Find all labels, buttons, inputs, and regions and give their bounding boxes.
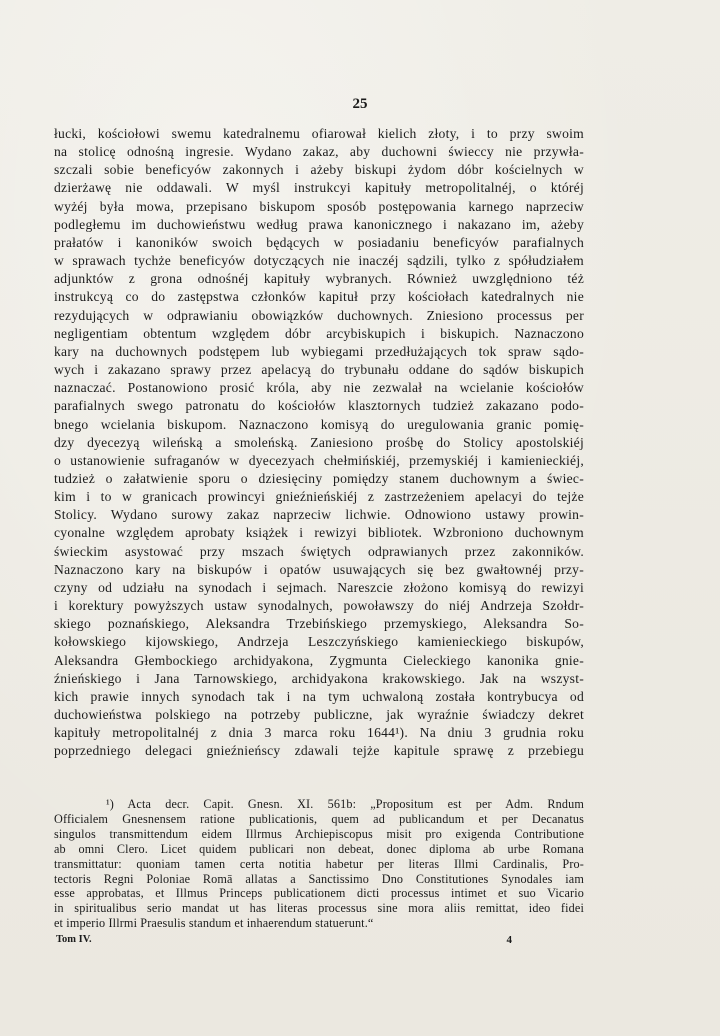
text-line: czyny od udziału na synodach i sejmach. Nareszcie złożono komisyą do rewizyi <box>54 579 584 595</box>
text-line: adjunktów z grona odnośnéj kapituły wybranych. Również uwzględniono téż <box>54 271 584 287</box>
text-line: bnego wcielania biskupom. Naznaczono komisyą do uregulowania granic pomię- <box>54 416 584 432</box>
text-line: źnieńskiego i Jana Tarnowskiego, archidyakona krakowskiego. Jak na wszyst- <box>54 670 584 686</box>
body-text <box>54 125 584 760</box>
text-line: łucki, kościołowi swemu katedralnemu ofiarował kielich złoty, i to przy swoim <box>54 126 584 141</box>
text-line: instrukcyą co do zastępstwa członków kapituł przy kościołach katedralnych nie <box>54 289 584 305</box>
text-line: w sprawach tychże beneficyów dotyczących nie inaczéj sądzili, tylko z spółudziałem <box>54 253 584 269</box>
footnote-line: singulos transmittendum eidem Illrmus Archiepiscopus misit pro exigenda Contributione <box>54 826 584 841</box>
text-line: Stolicy. Wydano surowy zakaz naprzeciw lichwie. Odnowiono ustawy prowin- <box>54 507 584 523</box>
text-line: świeckim asystować przy mszach świętych odprawianych przez zakonników. <box>54 543 584 559</box>
footnote-line: Officialem Gnesnensem ratione publicationis, quem ad publicandum et per Decanatus <box>54 811 584 826</box>
footnote-line: transmittatur: quoniam tamen certa notitia habetur per literas Illmi Cardinalis, Pro- <box>54 856 584 871</box>
footnote-line: in spiritualibus serio mandat ut has literas processus sine mora aliis remittat, ideo fidei <box>54 901 584 916</box>
text-line: wych i zakazano sprawy przez apelacyą do trybunału oddane do sądów biskupich <box>54 362 584 378</box>
text-line: parafialnych swego patronatu do kościołów klasztornych tudzież zakazano podo- <box>54 398 584 414</box>
volume-signature: Tom IV. <box>56 934 92 945</box>
text-line: i korektury powyższych ustaw synodalnych, powoławszy do niéj Andrzeja Szołdr- <box>54 598 584 614</box>
text-line: prałatów i kanoników swoich będących w posiadaniu beneficyów parafialnych <box>54 234 584 250</box>
text-line: skiego poznańskiego, Aleksandra Trzebińskiego przemyskiego, Aleksandra So- <box>54 616 584 632</box>
text-line: kich prawie innych synodach tak i na tym uchwaloną została kontrybucya od <box>54 688 584 704</box>
footnote-line: ¹) Acta decr. Capit. Gnesn. XI. 561b: „Propositum est per Adm. Rndum <box>106 797 584 811</box>
text-line: na stolicę odnośną ingresie. Wydano zakaz, aby duchowni świeccy nie przywła- <box>54 144 584 160</box>
text-line: negligentiam obtentum względem dóbr arcybiskupich i biskupich. Naznaczono <box>54 325 584 341</box>
text-line: dzy dyecezyą wileńską a smoleńską. Zaniesiono prośbę do Stolicy apostolskiéj <box>54 434 584 450</box>
text-line: kołowskiego kijowskiego, Andrzeja Leszczyńskiego kamienieckiego biskupów, <box>54 634 584 650</box>
text-line: szczali sobie beneficyów zakonnych i ażeby biskupi żydom dóbr kościelnych w <box>54 162 584 178</box>
text-line: podległemu im duchowieństwu według prawa kanonicznego i nakazano im, ażeby <box>54 216 584 232</box>
text-line: dzierżawę nie oddawali. W myśl instrukcyi kapituły metropolitalnéj, o któréj <box>54 180 584 196</box>
footnote-line: tectoris Regni Poloniae Romā allatas a Sanctissimo Dno Constitutiones Synodales iam <box>54 871 584 886</box>
text-line: kapituły metropolitalnéj z dnia 3 marca roku 1644¹). Na dniu 3 grudnia roku <box>54 725 584 741</box>
footnote-line: et imperio Illrmi Praesulis standum et inhaerendum statuerunt.“ <box>54 916 374 931</box>
text-line: poprzedniego delegaci gnieźnieńscy zdawali tejże kapitule sprawę z przebiegu <box>54 743 584 759</box>
footnote-line: ab omni Clero. Licet quidem publicari non debeat, donec diploma ab urbe Romana <box>54 841 584 856</box>
sheet-mark: 4 <box>506 934 512 946</box>
text-line: wyżéj była mowa, przepisano biskupom sposób postępowania karnego naprzeciw <box>54 198 584 214</box>
footnote-line: esse approbatas, et Illmus Princeps publicationem dicti processus intimet et suo Vicario <box>54 886 584 901</box>
text-line: Aleksandra Głembockiego archidyakona, Zygmunta Cieleckiego kanonika gnie- <box>54 652 584 668</box>
text-line: duchowieństwa polskiego na potrzeby publiczne, jak wyraźnie świadczy dekret <box>54 707 584 722</box>
text-line: o ustanowienie sufraganów w dyecezyach chełmińskiéj, przemyskiéj i kamienieckiéj, <box>54 452 584 468</box>
text-line: rezydujących w odprawianiu obowiązków duchownych. Zniesiono processus per <box>54 307 584 323</box>
text-line: naznaczać. Postanowiono prosić króla, aby nie zezwalał na wcielanie kościołów <box>54 380 584 396</box>
text-line: kim i to w granicach prowincyi gnieźnieńskiéj z zastrzeżeniem apelacyi do tejże <box>54 489 584 505</box>
footnotes <box>54 797 584 931</box>
text-line: kary na duchownych podstępem lub wybiegami przedłużających tok spraw sądo- <box>54 343 584 359</box>
text-line: Naznaczono kary na biskupów i opatów usuwających się bez gwałtownéj przy- <box>54 561 584 577</box>
text-line: tudzież o załatwienie sporu o dziesięciny pomiędzy stanem duchownym a świec- <box>54 470 584 486</box>
page-number: 25 <box>352 96 368 112</box>
text-line: cyonalne względem aprobaty książek i rewizyi bibliotek. Wzbroniono duchownym <box>54 525 584 541</box>
